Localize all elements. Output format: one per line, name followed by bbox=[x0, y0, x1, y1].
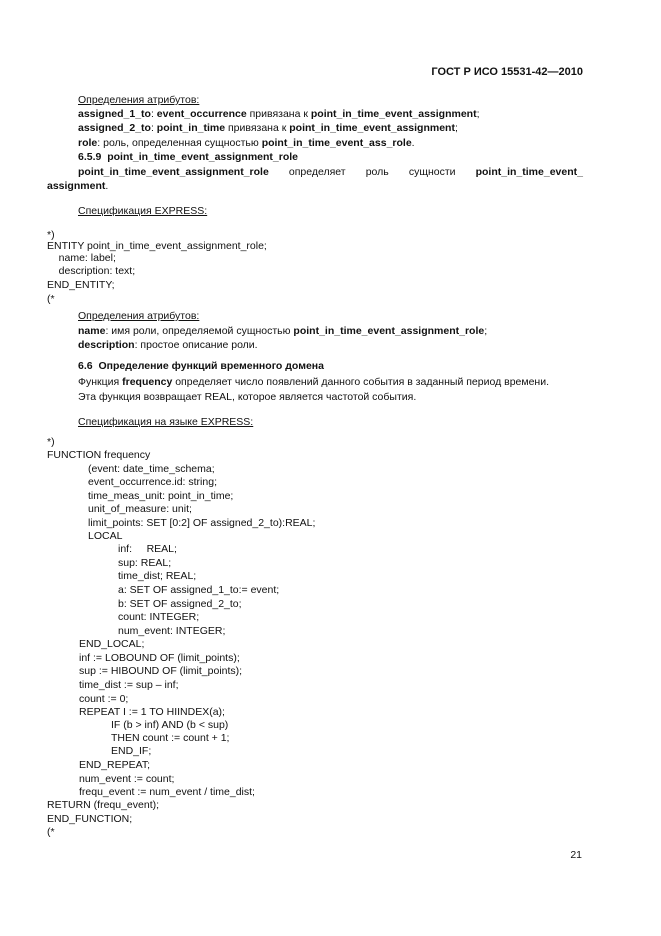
code-line: RETURN (frequ_event); bbox=[47, 799, 160, 811]
code-line: a: SET OF assigned_1_to:= event; bbox=[118, 584, 280, 596]
attributes-heading: Определения атрибутов: bbox=[78, 310, 200, 322]
code-line: *) bbox=[47, 436, 55, 448]
attributes-heading: Определения атрибутов: bbox=[78, 94, 200, 106]
code-line: *) bbox=[47, 229, 55, 241]
code-line: limit_points: SET [0:2] OF assigned_2_to):REAL; bbox=[88, 517, 316, 529]
section-6-6-heading: 6.6 Определение функций временного домена bbox=[78, 360, 324, 372]
code-line: frequ_event := num_event / time_dist; bbox=[79, 786, 255, 798]
code-line: END_LOCAL; bbox=[79, 638, 145, 650]
express-spec-label: Спецификация EXPRESS: bbox=[78, 205, 208, 217]
code-line: time_dist := sup – inf; bbox=[79, 679, 179, 691]
section-6-5-9-paragraph-line2: assignment. bbox=[47, 180, 109, 192]
section-6-5-9-paragraph-line1: point_in_time_event_assignment_role определяет роль сущности point_in_time_event_ bbox=[78, 166, 583, 178]
code-line: FUNCTION frequency bbox=[47, 449, 151, 461]
code-line: sup: REAL; bbox=[118, 557, 172, 569]
code-line: count: INTEGER; bbox=[118, 611, 200, 623]
code-line: time_dist; REAL; bbox=[118, 570, 197, 582]
attribute-assigned-1-to: assigned_1_to: event_occurrence привязана к point_in_time_event_assignment; bbox=[78, 108, 480, 120]
section-6-5-9-heading: 6.5.9 point_in_time_event_assignment_role bbox=[78, 151, 299, 163]
code-line: inf := LOBOUND OF (limit_points); bbox=[79, 652, 240, 664]
attribute-assigned-2-to: assigned_2_to: point_in_time привязана к point_in_time_event_assignment; bbox=[78, 122, 458, 134]
code-line: name: label; bbox=[47, 252, 116, 264]
express-spec-label: Спецификация на языке EXPRESS: bbox=[78, 416, 254, 428]
code-line: count := 0; bbox=[79, 693, 129, 705]
code-line: sup := HIBOUND OF (limit_points); bbox=[79, 665, 243, 677]
document-header: ГОСТ Р ИСО 15531-42—2010 bbox=[431, 66, 583, 78]
section-6-6-paragraph-line2: Эта функция возвращает REAL, которое является частотой события. bbox=[78, 391, 417, 403]
code-line: REPEAT I := 1 TO HIINDEX(a); bbox=[79, 706, 225, 718]
code-line: inf: REAL; bbox=[118, 543, 177, 555]
page-number: 21 bbox=[570, 849, 582, 861]
code-line: event_occurrence.id: string; bbox=[88, 476, 217, 488]
code-line: END_REPEAT; bbox=[79, 759, 150, 771]
code-line: time_meas_unit: point_in_time; bbox=[88, 490, 234, 502]
code-line: THEN count := count + 1; bbox=[111, 732, 230, 744]
section-6-6-paragraph-line1: Функция frequency определяет число появлений данного события в заданный период времени. bbox=[78, 376, 550, 388]
code-line: LOCAL bbox=[88, 530, 123, 542]
code-line: END_IF; bbox=[111, 745, 152, 757]
attribute-description: description: простое описание роли. bbox=[78, 339, 258, 351]
code-line: b: SET OF assigned_2_to; bbox=[118, 598, 242, 610]
attribute-role: role: роль, определенная сущностью point_in_time_event_ass_role. bbox=[78, 137, 415, 149]
code-line: END_ENTITY; bbox=[47, 279, 115, 291]
attribute-name: name: имя роли, определяемой сущностью point_in_time_event_assignment_role; bbox=[78, 325, 488, 337]
code-line: num_event: INTEGER; bbox=[118, 625, 226, 637]
code-line: description: text; bbox=[47, 265, 136, 277]
code-line: num_event := count; bbox=[79, 773, 175, 785]
code-line: (event: date_time_schema; bbox=[88, 463, 215, 475]
code-line: unit_of_measure: unit; bbox=[88, 503, 192, 515]
code-line: ENTITY point_in_time_event_assignment_role; bbox=[47, 240, 267, 252]
code-line: IF (b > inf) AND (b < sup) bbox=[111, 719, 229, 731]
code-line: END_FUNCTION; bbox=[47, 813, 133, 825]
code-line: (* bbox=[47, 293, 55, 305]
code-line: (* bbox=[47, 826, 55, 838]
